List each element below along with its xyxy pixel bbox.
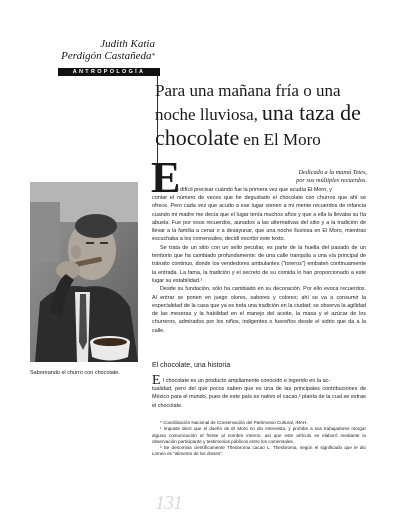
title-line-2-big: una taza de <box>261 100 361 125</box>
title-line-2-small: noche lluviosa, <box>155 105 258 124</box>
intro-paragraph-3: Desde su fundación, sólo ha cambiado en su decoración. Por ello evoca recuerdos. Al entrar se ponen en juego olores, sabores y colores; ahí se va a consumir la especialidad de la casa que ya es toda una tradición en la ciudad; se observa la agilidad de las meseras y la habilidad en el manejo del aceite, la masa y el azúcar de los churreros, admirados por los niños, indigentes o fuereños desde el vidrio que da a la calle. <box>152 286 366 334</box>
section-first-line: l chocolate es un producto ampliamente conocido e ingerido en la ac- <box>163 378 331 384</box>
dedication <box>240 169 367 185</box>
title-line-3-small: en El Moro <box>243 130 321 149</box>
author-last: Perdigón Castañeda <box>61 50 152 62</box>
footnotes <box>152 420 366 458</box>
article-title <box>155 80 365 152</box>
author-name <box>60 38 155 62</box>
author-first: Judith Katia <box>100 38 155 50</box>
title-line-3-big: chocolate <box>155 125 240 150</box>
intro-first-line: s difícil precisar cuándo fue la primera vez que acudía El Moro, y <box>176 187 332 193</box>
article-photo <box>30 182 138 362</box>
author-footnote-mark: * <box>151 52 155 60</box>
footnote-0: * Coordinación Nacional de Conservación del Patrimonio Cultural, INAH. <box>160 420 308 425</box>
section-label-text: ANTROPOLOGÍA <box>72 69 146 75</box>
footnote-2: ² Se denomina científicamente Theobroma cacao L. Theobroma, según el significado que le dio Linneo es "alimento de los dioses". <box>152 445 366 457</box>
footnote-1: ¹ Imposte decir que el dueño de El Moro no dio entrevista, y prohibe a sus trabajadores otorgar alguna comunicación al frente al nombre interno, así que este artículo se elaboró mediante la observación participante y testimonios públicos entre los comensales. <box>152 426 366 444</box>
title-line-1: Para una mañana fría o una <box>155 81 341 100</box>
page-number: 131 <box>155 492 182 514</box>
intro-paragraph-2: Se trata de un sitio con un sello peculiar, es parte de la huella del pasado de un territorio que ha cambiado profundamente: de una calle tranquila a una vía principal de tránsito continuo, donde los vendedores ambulantes ("toreros") embaten continuamente la entrada. La fama, la tradición y el secreto de su comida lo han proporcionado a este lugar su estabilidad.¹ <box>152 244 366 284</box>
section-label <box>58 68 160 76</box>
intro-paragraph-1: contar el número de veces que he degustado el chocolate con churros que ahí se ofrece. Pero cada vez que acudo a ese lugar vienen a mi mente recuerdos de infancia cuando mi madre me decía que el lugar tenía muchos años y que a ella la llevaba su tía abuela. Fue por esos recuerdos, aunados a las alternativas del sitio y a la tradición de llevar a la familia a cenar o a desayunar, que una noche lluviosa en El Moro, mientras escuchaba a los comensales, decidí escribir este texto. <box>152 195 366 243</box>
dedication-line-2: por sus múltiples recuerdos. <box>296 177 367 184</box>
dedication-line-1: Dedicado a la mamá Tetes, <box>298 169 367 176</box>
section-subhead: El chocolate, una historia <box>152 362 231 369</box>
section-lead-cap: E <box>152 373 161 388</box>
section-body: tualidad, pero del que pocos saben que es una de las principales contribuciones de México para el mundo, pues de este país es nativo el cacao,² planta de la cual se extrae el chocolate. <box>152 386 366 409</box>
intro-body <box>152 194 366 335</box>
photo-caption: Saboreando el churro con chocolate. <box>30 370 120 376</box>
man-eating-churro-photo <box>30 182 138 362</box>
drop-cap: E <box>151 153 181 202</box>
